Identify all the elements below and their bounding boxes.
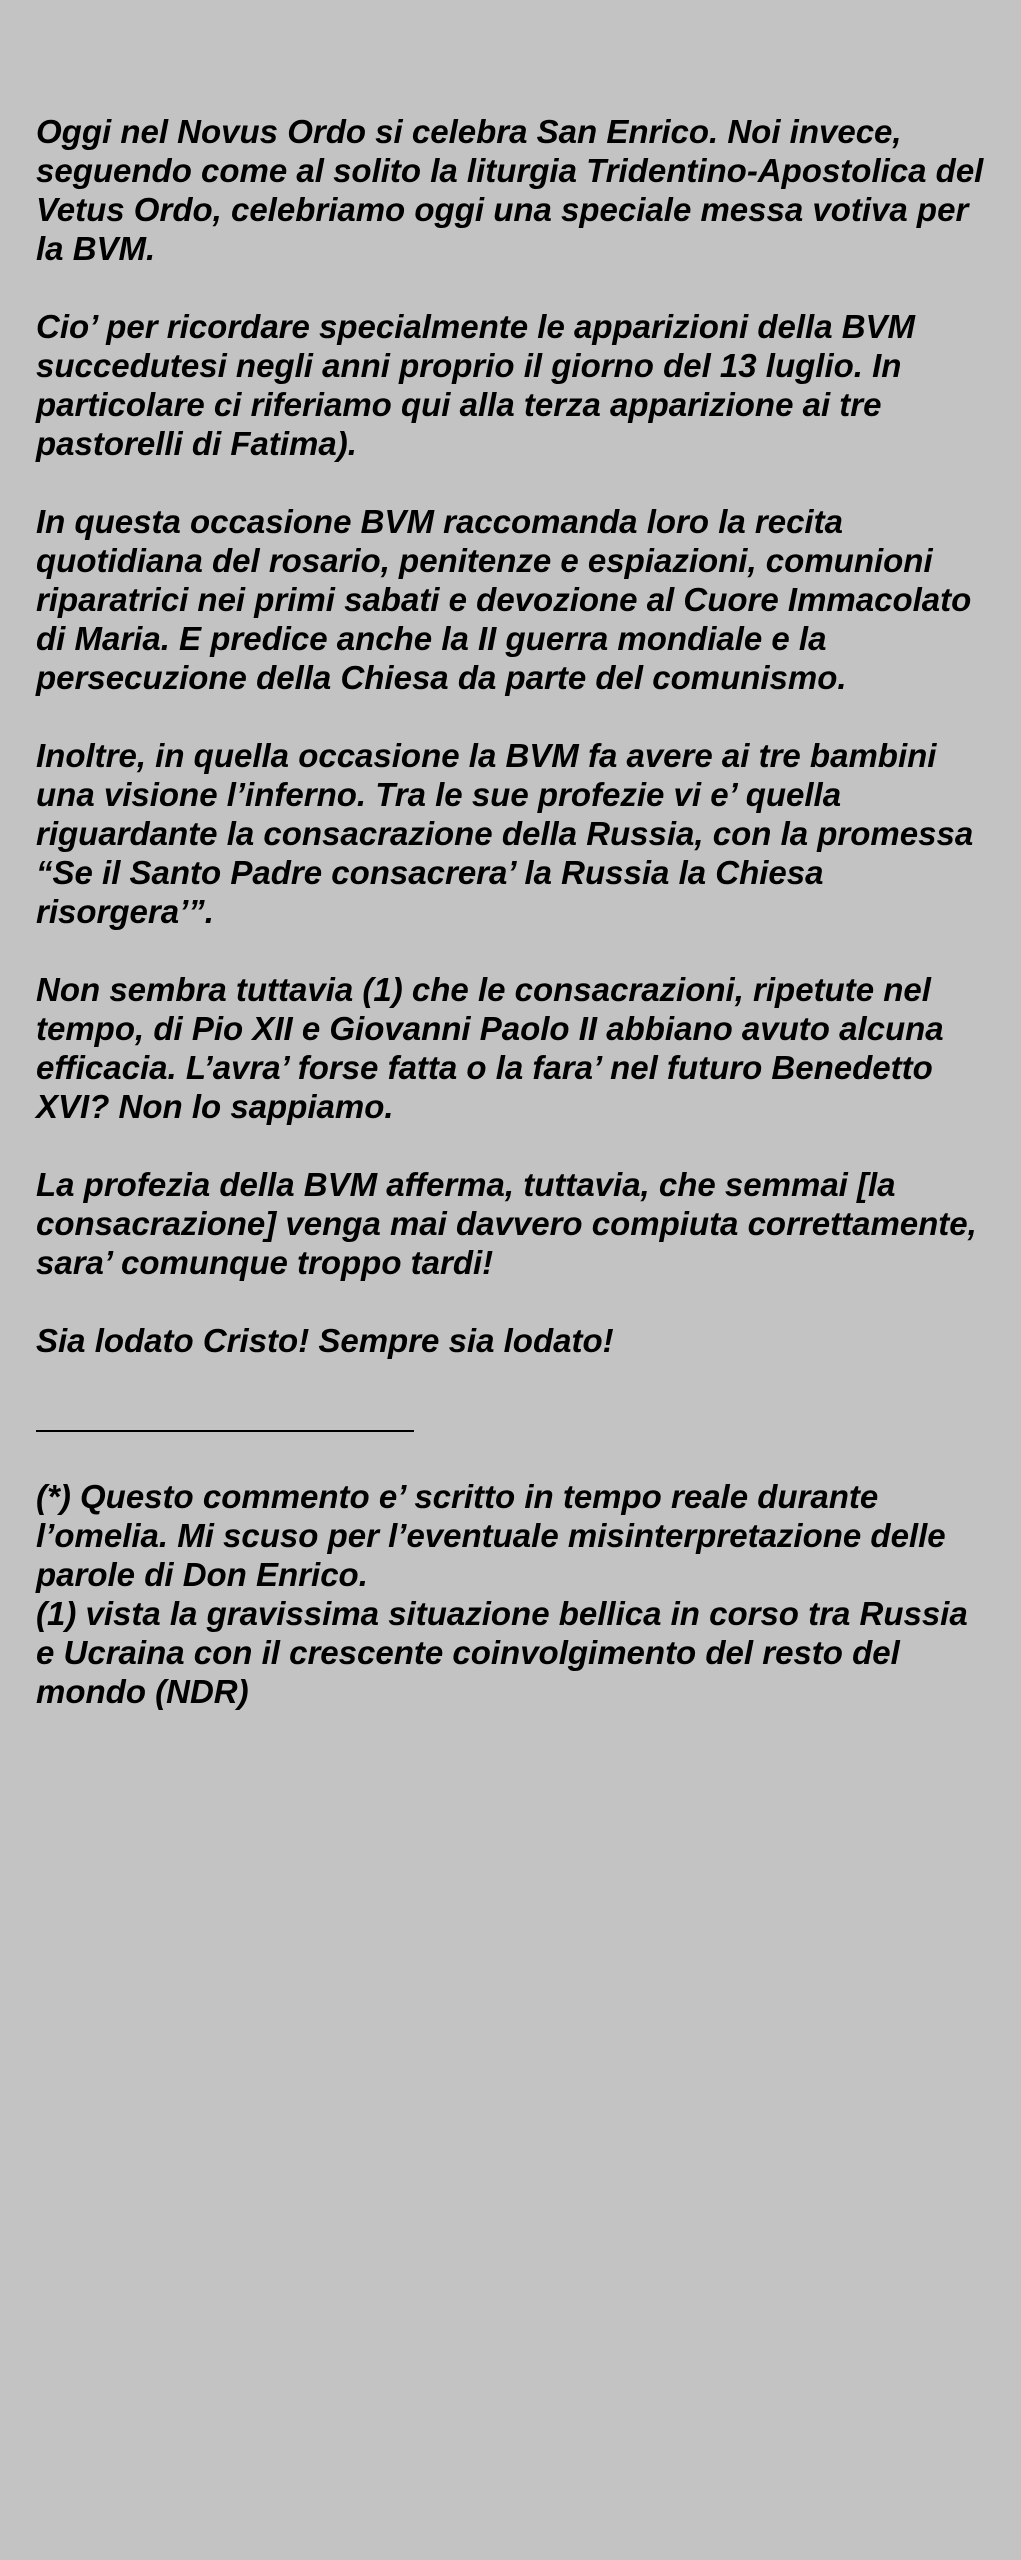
footnote-line: parole di Don Enrico. — [36, 1556, 368, 1593]
text-line: pastorelli di Fatima). — [36, 425, 357, 462]
text-line: succedutesi negli anni proprio il giorno del 13 luglio. In — [36, 347, 902, 384]
footnote-line: l’omelia. Mi scuso per l’eventuale misinterpretazione delle — [36, 1517, 946, 1554]
footnote-line: e Ucraina con il crescente coinvolgimento del resto del — [36, 1634, 900, 1671]
separator-rule — [36, 1430, 414, 1432]
text-line: di Maria. E predice anche la II guerra mondiale e la — [36, 620, 827, 657]
paragraph-prophecy — [36, 1165, 1021, 1282]
text-line: Oggi nel Novus Ordo si celebra San Enrico. Noi invece, — [36, 113, 902, 150]
paragraph-closing — [36, 1321, 1021, 1360]
text-line: “Se il Santo Padre consacrera’ la Russia la Chiesa — [36, 854, 824, 891]
text-line: Non sembra tuttavia (1) che le consacrazioni, ripetute nel — [36, 971, 931, 1008]
text-line: risorgera’”. — [36, 893, 214, 930]
text-line: Inoltre, in quella occasione la BVM fa avere ai tre bambini — [36, 737, 937, 774]
text-line: XVI? Non lo sappiamo. — [36, 1088, 394, 1125]
text-line: efficacia. L’avra’ forse fatta o la fara’ nel futuro Benedetto — [36, 1049, 933, 1086]
text-line: una visione l’inferno. Tra le sue profezie vi e’ quella — [36, 776, 842, 813]
text-line: sara’ comunque troppo tardi! — [36, 1244, 494, 1281]
text-line: La profezia della BVM afferma, tuttavia, che semmai [la — [36, 1166, 896, 1203]
text-line: Cio’ per ricordare specialmente le apparizioni della BVM — [36, 308, 916, 345]
text-line: tempo, di Pio XII e Giovanni Paolo II abbiano avuto alcuna — [36, 1010, 944, 1047]
text-line: seguendo come al solito la liturgia Tridentino-Apostolica del — [36, 152, 984, 189]
paragraph-vision — [36, 736, 1021, 931]
text-line: riguardante la consacrazione della Russia, con la promessa — [36, 815, 974, 852]
separator-line — [36, 1399, 414, 1438]
text-line: particolare ci riferiamo qui alla terza apparizione ai tre — [36, 386, 882, 423]
paragraph-intro — [36, 112, 1021, 268]
footnotes — [36, 1477, 1021, 1711]
text-line: Vetus Ordo, celebriamo oggi una speciale messa votiva per — [36, 191, 969, 228]
document-body — [36, 112, 1021, 1711]
paragraph-apparitions — [36, 307, 1021, 463]
text-line: Sia lodato Cristo! Sempre sia lodato! — [36, 1322, 614, 1359]
footnote-line: (*) Questo commento e’ scritto in tempo reale durante — [36, 1478, 879, 1515]
text-line: consacrazione] venga mai davvero compiuta correttamente, — [36, 1205, 977, 1242]
text-line: la BVM. — [36, 230, 156, 267]
footnote-line: mondo (NDR) — [36, 1673, 249, 1710]
text-line: In questa occasione BVM raccomanda loro la recita — [36, 503, 843, 540]
text-line: riparatrici nei primi sabati e devozione al Cuore Immacolato — [36, 581, 972, 618]
footnote-line: (1) vista la gravissima situazione bellica in corso tra Russia — [36, 1595, 968, 1632]
text-line: persecuzione della Chiesa da parte del comunismo. — [36, 659, 847, 696]
paragraph-consecrations — [36, 970, 1021, 1126]
text-line: quotidiana del rosario, penitenze e espiazioni, comunioni — [36, 542, 933, 579]
paragraph-requests — [36, 502, 1021, 697]
